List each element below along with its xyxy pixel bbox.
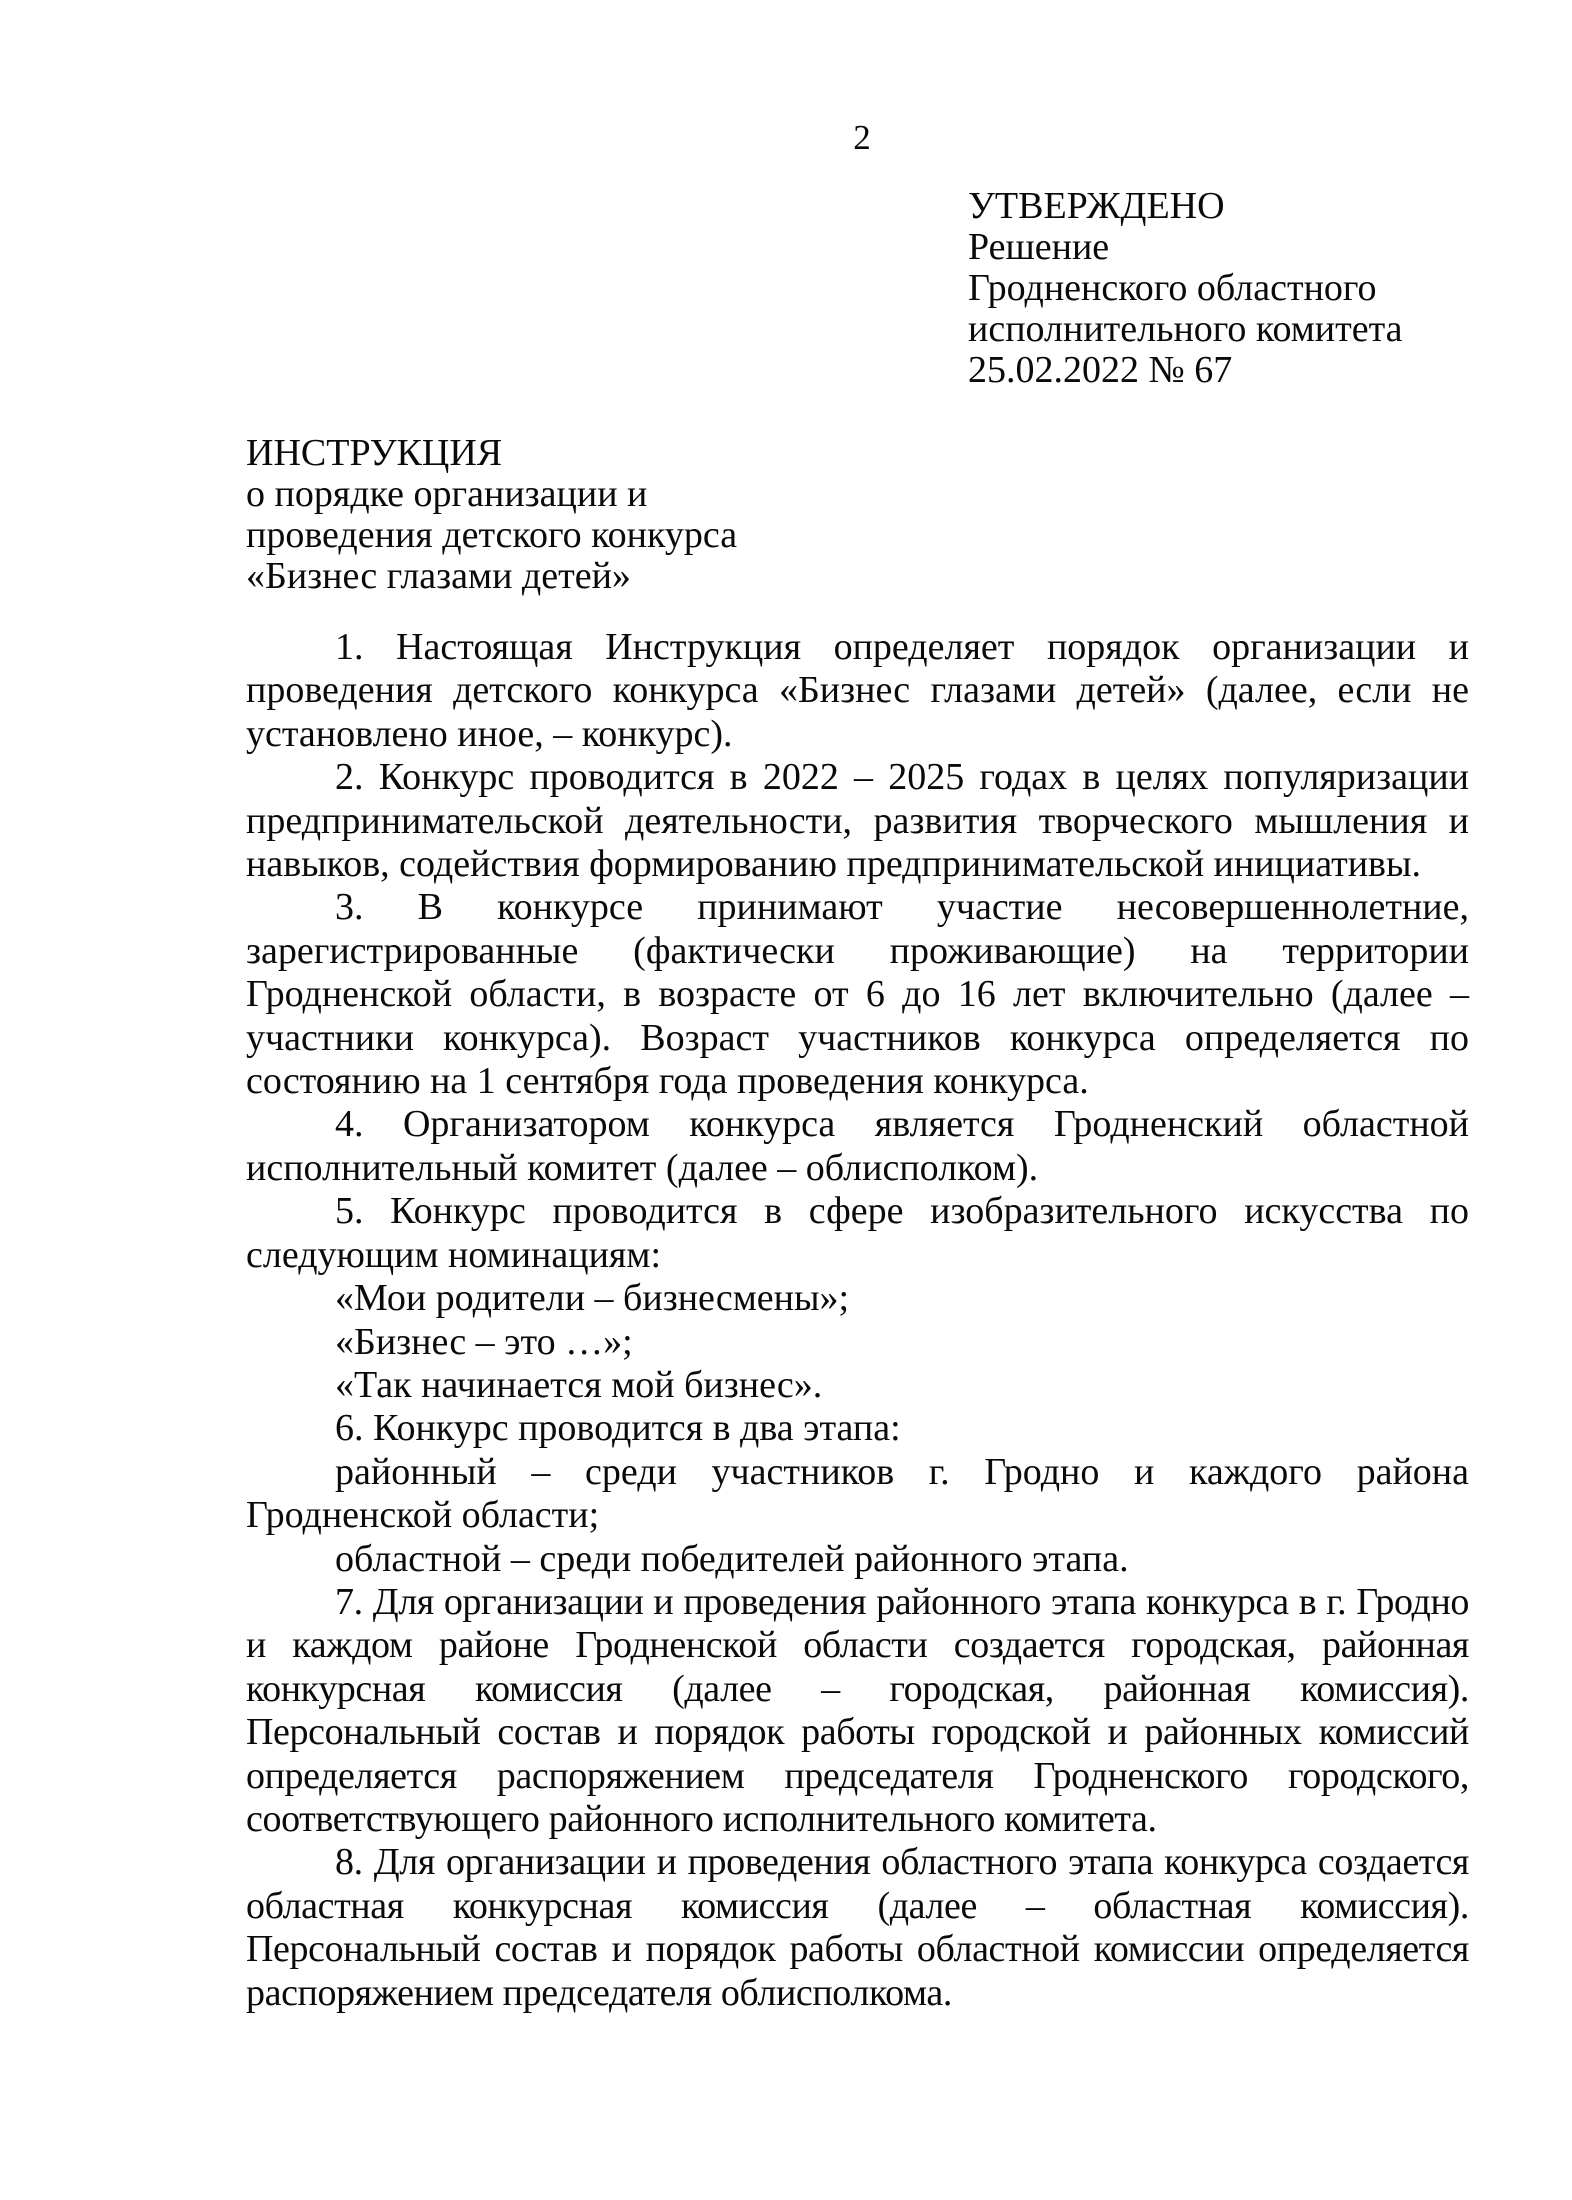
paragraph-4: 4. Организатором конкурса является Гродненский областной исполнительный комитет (далее – облисполком). (246, 1103, 1469, 1189)
instruction-subtitle-line: «Бизнес глазами детей» (246, 555, 631, 597)
approval-block (968, 186, 1528, 391)
approval-line: исполнительного комитета (968, 308, 1403, 350)
instruction-subtitle-line: о порядке организации и (246, 473, 648, 515)
paragraph-3: 3. В конкурсе принимают участие несовершеннолетние, зарегистрированные (фактически проживающие) на территории Гродненской области, в возрасте от 6 до 16 лет включительно (далее – участники конкурса). Возраст участников конкурса определяется по состоянию на 1 сентября года проведения конкурса. (246, 886, 1469, 1103)
nomination-3: «Так начинается мой бизнес». (335, 1363, 823, 1406)
approval-line: Гродненского областного (968, 267, 1377, 309)
paragraph-8: 8. Для организации и проведения областного этапа конкурса создается областная конкурсная комиссия (далее – областная комиссия). Персональный состав и порядок работы областной комиссии определяется распоряжением председателя облисполкома. (246, 1841, 1469, 2014)
nomination-2: «Бизнес – это …»; (335, 1320, 633, 1363)
instruction-heading: ИНСТРУКЦИЯ (246, 432, 503, 474)
paragraph-5: 5. Конкурс проводится в сфере изобразительного искусства по следующим номинациям: (246, 1190, 1469, 1276)
page-number: 2 (853, 118, 871, 157)
paragraph-6: 6. Конкурс проводится в два этапа: (335, 1407, 901, 1450)
approval-heading: УТВЕРЖДЕНО (968, 185, 1225, 227)
approval-line: Решение (968, 226, 1110, 268)
approval-date: 25.02.2022 № 67 (968, 349, 1233, 391)
instruction-title (246, 433, 1006, 597)
paragraph-7: 7. Для организации и проведения районного этапа конкурса в г. Гродно и каждом районе Гродненской области создается городская, районная конкурсная комиссия (далее – городская, районная комиссия). Персональный состав и порядок работы городской и районных комиссий определяется распоряжением председателя Гродненского городского, соответствующего районного исполнительного комитета. (246, 1580, 1469, 1840)
paragraph-2: 2. Конкурс проводится в 2022 – 2025 годах в целях популяризации предпринимательской деятельности, развития творческого мышления и навыков, содействия формированию предпринимательской инициативы. (246, 756, 1469, 886)
stage-district: районный – среди участников г. Гродно и каждого района Гродненской области; (246, 1450, 1469, 1537)
stage-regional: областной – среди победителей районного этапа. (335, 1537, 1129, 1580)
instruction-subtitle-line: проведения детского конкурса (246, 514, 738, 556)
nomination-1: «Мои родители – бизнесмены»; (335, 1277, 850, 1320)
document-body (246, 626, 1469, 2015)
paragraph-1: 1. Настоящая Инструкция определяет порядок организации и проведения детского конкурса «Бизнес глазами детей» (далее, если не установлено иное, – конкурс). (246, 626, 1469, 755)
